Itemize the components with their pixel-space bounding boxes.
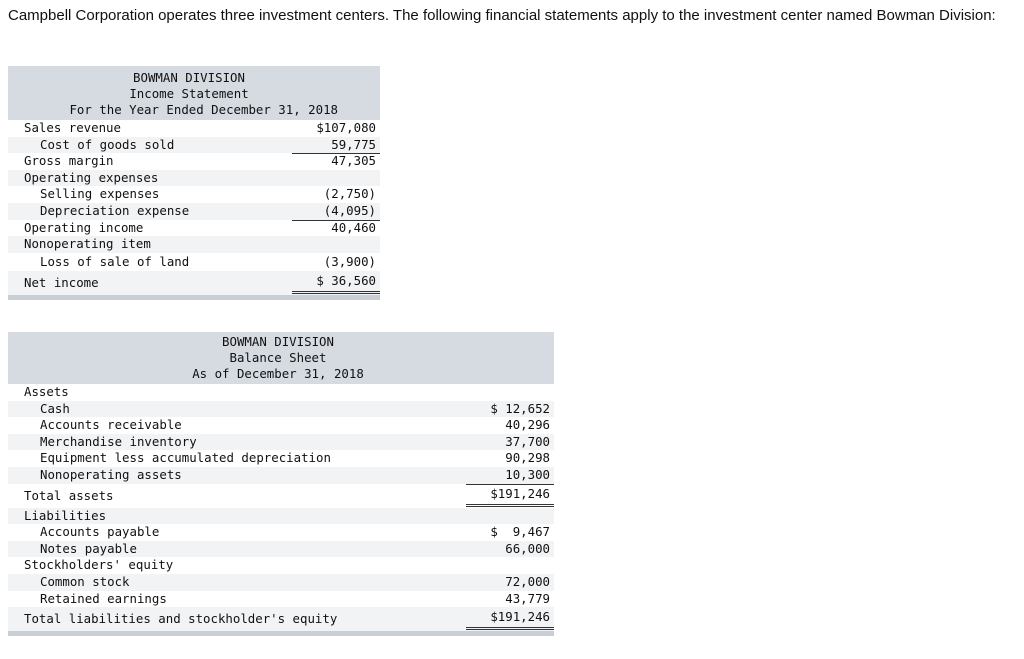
balance-row-nonoperating-assets: [8, 467, 554, 484]
row-value: $ 36,560: [292, 271, 380, 294]
row-label: Equipment less accumulated depreciation: [40, 450, 331, 466]
balance-sheet-header: [8, 332, 554, 384]
income-row-operating-expenses: [8, 170, 380, 187]
income-row-gross-margin: [8, 153, 380, 170]
row-value: $191,246: [466, 607, 554, 630]
balance-row-total-assets: [8, 484, 554, 508]
row-value: $ 12,652: [490, 400, 550, 416]
row-label: Cost of goods sold: [40, 136, 175, 152]
row-value: 43,779: [466, 591, 554, 609]
row-label: Total liabilities and stockholder's equity: [24, 611, 338, 627]
row-value: 10,300: [466, 467, 554, 485]
balance-row-cash: [8, 401, 554, 418]
income-row-sales-revenue: [8, 120, 380, 137]
row-label: Gross margin: [24, 153, 114, 169]
row-label: Liabilities: [24, 507, 107, 523]
row-value: $107,080: [316, 120, 376, 135]
income-row-nonoperating-item: [8, 236, 380, 253]
row-value: 40,296: [505, 417, 550, 433]
row-value: $191,246: [466, 484, 554, 507]
row-label: Total assets: [24, 487, 114, 503]
income-row-selling-expenses: [8, 186, 380, 203]
row-label: Cash: [40, 400, 70, 416]
income-row-loss-on-land: [8, 253, 380, 271]
balance-row-total-liabilities-equity: [8, 607, 554, 631]
income-row-operating-income: [8, 220, 380, 237]
row-label: Nonoperating item: [24, 236, 151, 252]
row-value: $ 9,467: [490, 524, 550, 540]
balance-row-notes-payable: [8, 541, 554, 558]
balance-row-equipment: [8, 450, 554, 467]
row-label: Depreciation expense: [40, 202, 190, 218]
row-label: Loss of sale of land: [40, 253, 190, 269]
row-value: 59,775: [292, 137, 380, 155]
balance-bottom-bar: [8, 631, 554, 636]
balance-row-accounts-receivable: [8, 417, 554, 434]
row-value: (3,900): [292, 253, 380, 272]
row-label: Stockholders' equity: [24, 557, 174, 573]
row-value: 66,000: [505, 540, 550, 556]
balance-row-accounts-payable: [8, 524, 554, 541]
row-label: Selling expenses: [40, 186, 160, 202]
row-label: Notes payable: [40, 540, 137, 556]
row-label: Net income: [24, 274, 99, 290]
row-value: (4,095): [292, 203, 380, 221]
income-statement: [8, 66, 380, 300]
row-label: Nonoperating assets: [40, 466, 182, 482]
income-statement-header: [8, 66, 380, 120]
problem-intro-text: Campbell Corporation operates three investment centers. The following financial statements apply to the investment center named Bowman Division:: [8, 7, 996, 24]
balance-row-liabilities: [8, 508, 554, 525]
balance-sheet: [8, 332, 554, 636]
balance-row-assets: [8, 384, 554, 401]
row-label: Merchandise inventory: [40, 433, 197, 449]
row-label: Operating expenses: [24, 169, 159, 185]
row-label: Retained earnings: [40, 590, 167, 606]
balance-title: BOWMAN DIVISION: [222, 334, 334, 349]
income-row-depreciation: [8, 203, 380, 220]
row-value: 90,298: [505, 450, 550, 466]
balance-period: As of December 31, 2018: [192, 366, 364, 381]
income-row-net-income: [8, 271, 380, 295]
row-value: 40,460: [331, 219, 376, 235]
balance-row-stockholders-equity: [8, 557, 554, 574]
row-label: Operating income: [24, 219, 144, 235]
balance-row-common-stock: [8, 574, 554, 591]
row-value: 47,305: [331, 153, 376, 169]
income-period: For the Year Ended December 31, 2018: [69, 102, 338, 117]
income-row-cogs: [8, 137, 380, 154]
row-value: 72,000: [505, 573, 550, 589]
row-label: Accounts receivable: [40, 417, 182, 433]
row-label: Assets: [24, 384, 69, 399]
row-label: Sales revenue: [24, 120, 121, 135]
row-value: (2,750): [323, 186, 376, 202]
balance-row-retained-earnings: [8, 591, 554, 608]
income-subtitle: Income Statement: [129, 86, 249, 101]
balance-subtitle: Balance Sheet: [229, 350, 327, 365]
income-title: BOWMAN DIVISION: [133, 70, 245, 85]
row-label: Accounts payable: [40, 524, 160, 540]
income-bottom-bar: [8, 295, 380, 300]
row-label: Common stock: [40, 573, 130, 589]
row-value: 37,700: [505, 433, 550, 449]
balance-row-merchandise-inventory: [8, 434, 554, 451]
